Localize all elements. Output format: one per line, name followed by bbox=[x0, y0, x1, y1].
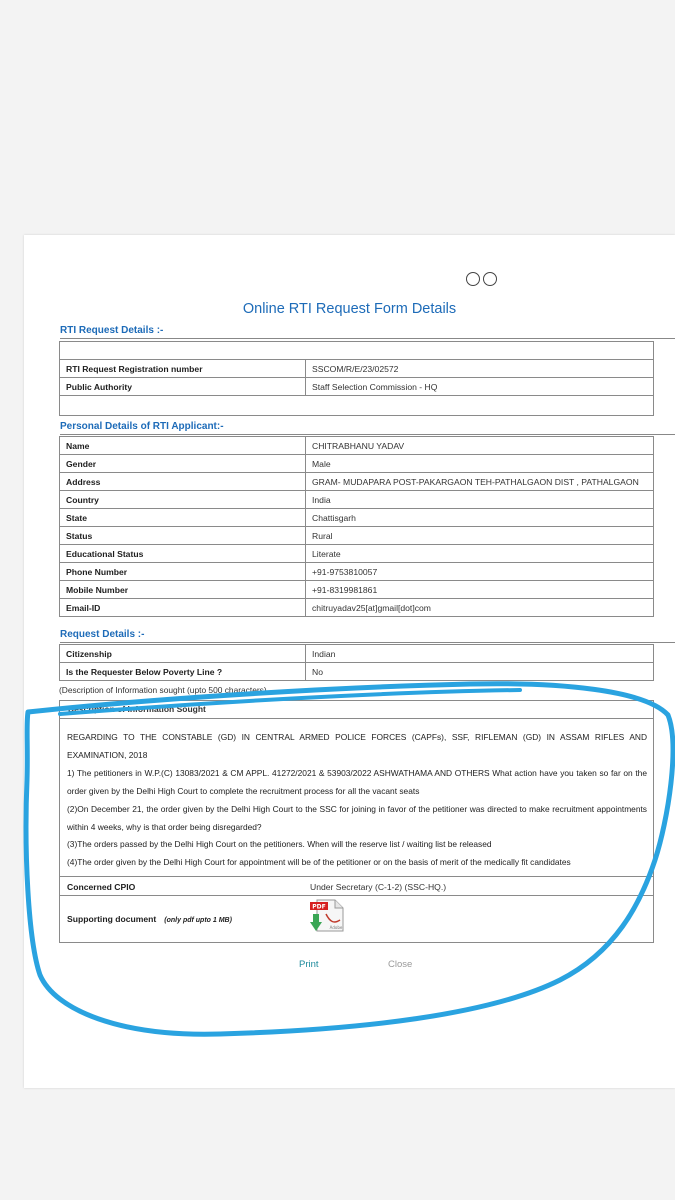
row-label: Country bbox=[60, 491, 306, 509]
request-table bbox=[59, 644, 654, 681]
table-row bbox=[60, 563, 654, 581]
row-label: Name bbox=[60, 437, 306, 455]
row-value: Chattisgarh bbox=[306, 509, 654, 527]
description-paragraph: (2)On December 21, the order given by the Delhi High Court to the SSC for joining in favor of the petitioner was directed to make recruitment appointments within 4 weeks, why is that order being disregarded? bbox=[67, 803, 647, 832]
table-row bbox=[60, 545, 654, 563]
cpio-label: Concerned CPIO bbox=[67, 882, 136, 892]
row-label: Mobile Number bbox=[60, 581, 306, 599]
row-label: Is the Requester Below Poverty Line ? bbox=[60, 663, 306, 681]
row-value: Staff Selection Commission - HQ bbox=[306, 378, 654, 396]
row-value: Male bbox=[306, 455, 654, 473]
row-label: RTI Request Registration number bbox=[60, 360, 306, 378]
description-text bbox=[67, 729, 647, 872]
table-row bbox=[60, 378, 654, 396]
row-value: Rural bbox=[306, 527, 654, 545]
close-button[interactable]: Close bbox=[388, 959, 413, 970]
supporting-document-note: (only pdf upto 1 MB) bbox=[164, 917, 232, 924]
circle-icon[interactable] bbox=[466, 272, 480, 286]
row-label: Gender bbox=[60, 455, 306, 473]
row-value: +91-9753810057 bbox=[306, 563, 654, 581]
section-rti-request-details: RTI Request Details :- bbox=[60, 325, 164, 336]
row-value: GRAM- MUDAPARA POST-PAKARGAON TEH-PATHALGAON DIST , PATHALGAON bbox=[306, 473, 654, 491]
description-header: Description of Information Sought bbox=[68, 704, 206, 714]
table-row bbox=[60, 437, 654, 455]
description-box bbox=[59, 700, 654, 943]
applicant-table bbox=[59, 436, 654, 617]
row-label: Public Authority bbox=[60, 378, 306, 396]
row-label: Phone Number bbox=[60, 563, 306, 581]
row-label: Email-ID bbox=[60, 599, 306, 617]
row-value: No bbox=[306, 663, 654, 681]
row-value: CHITRABHANU YADAV bbox=[306, 437, 654, 455]
table-row bbox=[60, 509, 654, 527]
pdf-download-icon[interactable] bbox=[308, 898, 346, 939]
row-label: State bbox=[60, 509, 306, 527]
table-row bbox=[60, 473, 654, 491]
description-paragraph: (3)The orders passed by the Delhi High Court on the petitioners. When will the reserve list / waiting list be released bbox=[67, 839, 492, 850]
row-value: chitruyadav25[at]gmail[dot]com bbox=[306, 599, 654, 617]
table-row bbox=[60, 360, 654, 378]
row-label: Citizenship bbox=[60, 645, 306, 663]
row-label: Educational Status bbox=[60, 545, 306, 563]
table-row bbox=[60, 491, 654, 509]
row-value: +91-8319981861 bbox=[306, 581, 654, 599]
svg-text:Adobe: Adobe bbox=[329, 925, 343, 930]
table-row bbox=[60, 527, 654, 545]
view-toggle-icons[interactable] bbox=[466, 272, 497, 286]
row-value: Literate bbox=[306, 545, 654, 563]
section-request-details: Request Details :- bbox=[60, 629, 145, 640]
table-row bbox=[60, 599, 654, 617]
circle-icon[interactable] bbox=[483, 272, 497, 286]
table-row bbox=[60, 581, 654, 599]
section-personal-details: Personal Details of RTI Applicant:- bbox=[60, 421, 224, 432]
description-paragraph: REGARDING TO THE CONSTABLE (GD) IN CENTRAL ARMED POLICE FORCES (CAPFs), SSF, RIFLEMAN (GD) IN ASSAM RIFLES AND EXAMINATION, 2018 bbox=[67, 732, 647, 760]
description-paragraph: 1) The petitioners in W.P.(C) 13083/2021 & CM APPL. 41272/2021 & 53903/2022 ASHWATHAMA AND OTHERS What action have you taken so far on the order given by the Delhi High Court to complete the recruitment process for all the vacant seats bbox=[67, 767, 647, 796]
table-row bbox=[60, 663, 654, 681]
description-limit-note: (Description of Information sought (upto 500 characters) bbox=[59, 685, 267, 695]
row-value: SSCOM/R/E/23/02572 bbox=[306, 360, 654, 378]
supporting-document-label: Supporting document (only pdf upto 1 MB) bbox=[67, 914, 232, 924]
row-label: Address bbox=[60, 473, 306, 491]
row-value: India bbox=[306, 491, 654, 509]
cpio-value: Under Secretary (C-1-2) (SSC-HQ.) bbox=[310, 882, 447, 892]
page-title: Online RTI Request Form Details bbox=[242, 301, 457, 317]
row-value: Indian bbox=[306, 645, 654, 663]
table-row bbox=[60, 645, 654, 663]
table-row bbox=[60, 455, 654, 473]
rti-request-table bbox=[59, 341, 654, 416]
print-button[interactable]: Print bbox=[299, 959, 319, 970]
svg-text:PDF: PDF bbox=[312, 903, 326, 911]
row-label: Status bbox=[60, 527, 306, 545]
description-paragraph: (4)The order given by the Delhi High Court for appointment will be of the petitioner or on the basis of merit of the medically fit candidates bbox=[67, 857, 571, 868]
